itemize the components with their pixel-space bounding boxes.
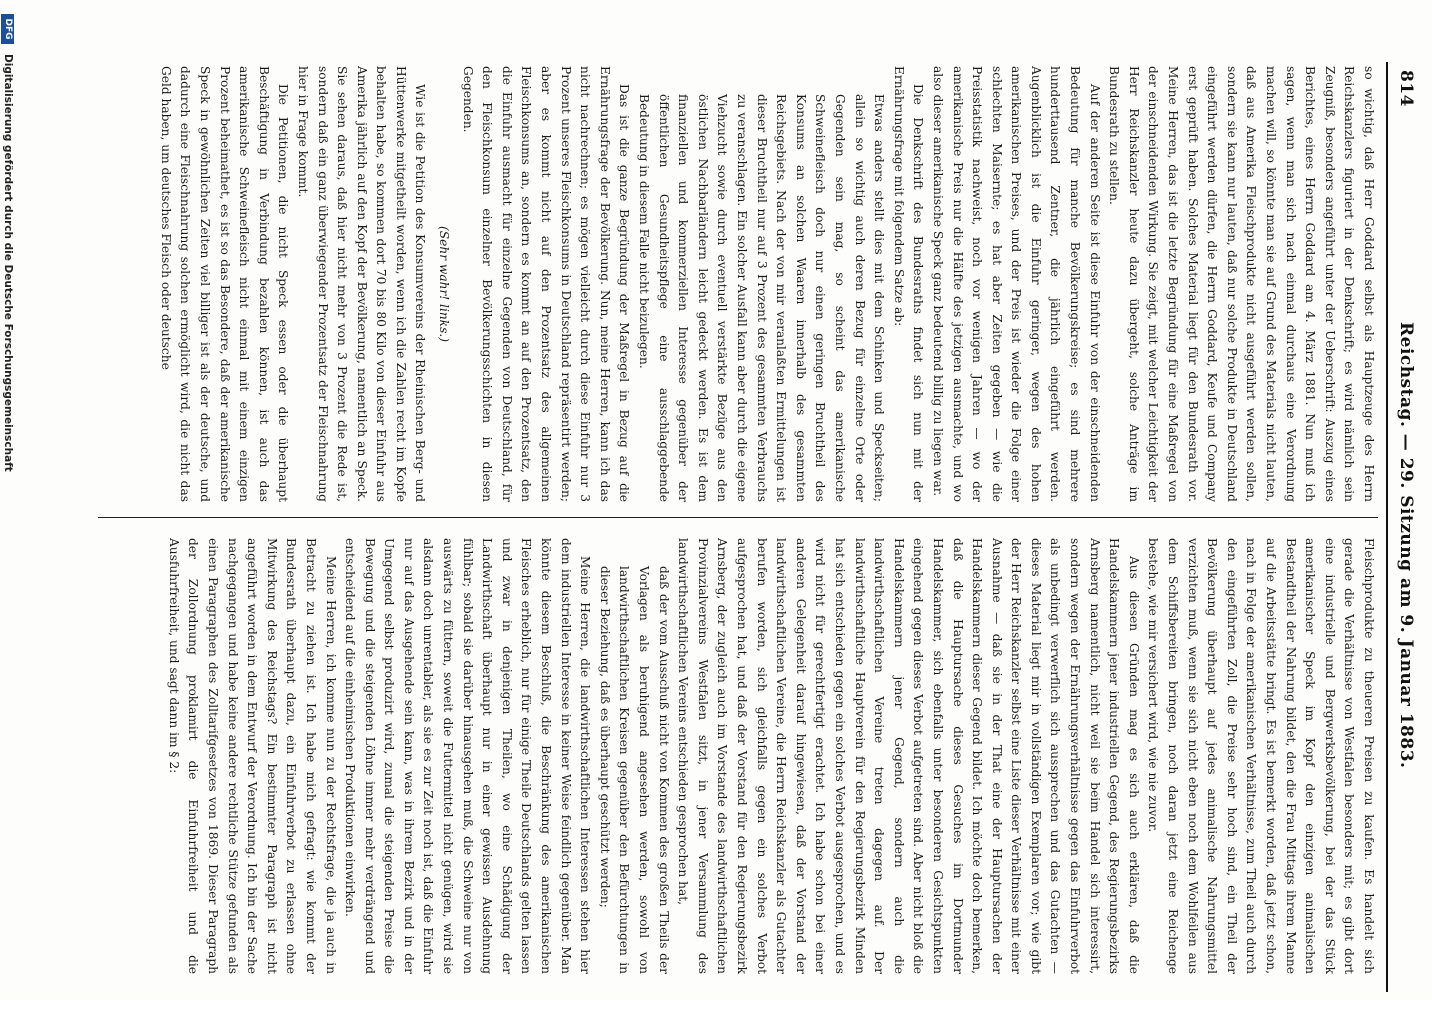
paragraph: Meine Herren, die landwirthschaftlichen Interessen stehen hier dem industriellen Interesse in keiner Weise feindlich gegenüber. Man könnte diesem Beschluß, die Beschränkung des amerikanischen Fleisches erheblich, nur für einige Theile Deutschlands gelten lassen und zwar in denjenigen Theilen, wo eine Schädigung der Landwirthschaft überhaupt nur in einer gewissen Ausdehnung fühlbar; sobald sie darüber hinausgehen muß, die Schweine nur von auswärts zu füttern, soweit die Futtermittel nicht genügen, wird sie alsdann doch unrentabler, als sie es zur Zeit noch ist, daß die Einfuhr nur auf das Ausgehende sein kann, was in ihrem Bezirk und in der Umgegend selbst produzirt wird, zumal die steigenden Preise die Bewegung und die steigenden Löhne immer mehr verdrängend und entscheidend auf die einheimischen Produktionen einwirken.: [343, 538, 593, 974]
paragraph: Fleischprodukte zu theueren Preisen zu kaufen. Es handelt sich gerade die Verhältnisse von Westfalen besonders mit; es gibt dort eine industrielle und Bergwerksbevölkerung, bei der das Stück amerikanischer Speck im Kopf den einzigen animalischen Bestandtheil der Nahrung bildet, den die Frau Mittags ihrem Manne auf die Arbeitsstätte bringt. Es ist bemerkt worden, daß jetzt schon, nach in Folge der amerikanischen Verhältnisse, zum Theil auch durch den eingeführten Zoll, die Preise sehr hoch sind, ein Theil der Bevölkerung überhaupt auf jedes animalische Nahrungsmittel verzichten muß, wenn sie sich nicht eben noch dem Wohlfeilen aus dem Schiffsbereiten bringen, noch daran jetzt eine Reichenge bestehe, wie mir versichert wird, wie nie zuvor.: [1146, 538, 1376, 974]
digitization-footer: [2, 0, 28, 1000]
right-column: [88, 538, 1378, 974]
header-rule: [1386, 62, 1388, 992]
paragraph: Aus diesen Gründen mag es sich auch erklären, daß die Handelskammern jener industriellen Gegend, des Regierungsbezirks Arnsberg namentlich, nicht weil sie beim Handel sich interessirt, sondern wegen der Ernährungsverhältnisse gegen das Einfuhrverbot als unbedingt verwerflich sich aussprechen und das Gutachten — dieses Material liegt mir in vollständigen Exemplaren vor; wie gibt der Herr Reichskanzler selbst eine Liste dieser Verhältnisse mit einer Ausnahme — daß sie in der That eine der Hauptursachen der Handelskammern dieser Gegend bildet. Ich möchte doch bemerken, daß die Hauptursache dieses Gesuches im Dortmunder Handelskammer, sich ebenfalls unter besonderen Gesichtspunkten eingehend gegen dieses Verbot aufgetreten sind. Aber nicht bloß die Handelskammern jener Gegend, sondern auch die landwirthschaftlichen Vereine treten dagegen auf. Der landwirthschaftliche Hauptverein für den Regierungsbezirk Minden hat sich entschieden gegen ein solches Verbot ausgesprochen, und es wird nicht für gerechtfertigt erachtet. Ich habe schon bei einer anderen Gelegenheit darauf hingewiesen, daß der Vorstand der landwirthschaftlichen Vereine, die Herrn Reichskanzler als Gutachter berufen worden, sich gleichfalls gegen ein solches Verbot aufgesprochen hat, und daß der Vorstand für den Regierungsbezirk Arnsberg, der zugleich auch im Vorstande des landwirthschaftlichen Provinzialvereins Westfalen sitzt, in jener Versammlung des landwirthschaftlichen Vereins entschieden gesprochen hat,: [676, 538, 1141, 974]
dfg-logo: DFG: [1, 14, 14, 44]
left-column: [88, 66, 1378, 502]
paragraph: Wie ist die Petition des Konsumvereins der Rheinischen Berg- und Hüttenwerke mitgetheilt worden, wenn ich die Zahlen recht im Kopfe behalten habe, so kommen dort 70 bis 80 Kilo von dieser Einfuhr aus Amerika jährlich auf den Kopf der Bevölkerung, namentlich an Speck. Sie sehen daraus, daß hier nicht mehr von 3 Prozent die Rede ist, sondern daß ein ganz überwiegender Prozentsatz der Fleischnahrung hier in Frage kommt.: [295, 66, 428, 502]
paragraph: Auf der anderen Seite ist diese Einfuhr von der einschneidenden Bedeutung für manche Bevölkerungskreise; es sind mehrere hunderttausend Zentner, die jährlich eingeführt werden. Augenblicklich ist die Einfuhr geringer, wegen des hohen amerikanischen Preises, und der Preis ist wieder die Folge einer schlechten Maisernte; es hat aber Zeiten gegeben — wie die Preisstatistik nachweist, noch vor wenigen Jahren — wo der amerikanische Preis nur die Hälfte des jetzigen ausmachte, und wo also dieser amerikanische Speck ganz bedeutend billig zu liegen war.: [930, 66, 1102, 502]
paragraph: Das ist die ganze Begründung der Maßregel in Bezug auf die Ernährungsfrage der Bevölkerung. Nun, meine Herren, kann ich das nicht nachrechnen; es mögen vielleicht durch diese Einfuhr nur 3 Prozent unseres Fleischkonsums in Deutschland repräsentirt werden; aber es kommt nicht auf den Prozentsatz des allgemeinen Fleischkonsums an, sondern es kommt an auf den Prozentsatz, den die Einfuhr ausmacht für einzelne Gegenden von Deutschland, für den Fleischkonsum einzelner Bevölkerungsschichten in diesen Gegenden.: [460, 66, 632, 502]
interjection: (Sehr wahr! links.): [437, 226, 452, 342]
footer-credit: Digitalisierung gefördert durch die Deutsche Forschungsgemeinschaft: [2, 54, 14, 472]
page-heading: Reichstag. — 29. Sitzung am 9. Januar 1883.: [1396, 322, 1416, 769]
page-header: [1392, 62, 1418, 992]
page-number: 814: [1396, 70, 1416, 107]
quoted-paragraph: Etwas anders stellt dies mit dem Schinken und Speckseiten; allein so wichtig auch deren Bezug für einzelne Orte oder Gegenden sein mag, so scheint das amerikanische Schweinefleisch doch nur einen geringen Bruchtheil des Konsums an solchen Waaren innerhalb des gesammten Reichsgebiets. Nach der von mir veranlaßten Ermittelungen ist dieser Bruchtheil nur auf 3 Prozent des gesammten Verbrauchs zu veranschlagen. Ein solcher Ausfall kann aber durch die eigene Viehzucht sowie durch eventuell verstärkte Bezüge aus den östlichen Nachbarländern leicht gedeckt werden. Es ist dem finanziellen und kommerziellen Interesse gegenüber der öffentlichen Gesundheitspflege eine ausschlaggebende Bedeutung in diesem Falle nicht beizulegen.: [637, 94, 887, 502]
rotated-page-content: [78, 62, 1418, 992]
paragraph: Die Petitionen, die nicht Speck essen oder die überhaupt Beschäftigung in Verbindung bezahlen können, ist auch das amerikanische Schweinefleisch nicht einmal mit einem einzigen Prozent beheimathet, es ist so das Besondere, daß der amerikanische Speck in gewöhnlichen Zeiten viel billiger ist als der deutsche, und dadurch eine Fleischnahrung solchen ermöglicht wird, die nicht das Geld haben, um deutsches Fleisch oder deutsche: [158, 66, 291, 502]
paragraph: Die Denkschrift des Bundesraths findet sich nun mit der Ernährungsfrage mit folgendem Satze ab:: [891, 66, 926, 502]
paragraph: so wichtig, daß Herr Goddard selbst als Hauptzeuge des Herrn Reichskanzlers figuriert in der Denkschrift; es wird nämlich sein Zeugniß, besonders angeführt unter der Ueberschrift: Auszug eines Berichtes, eines Herrn Goddard am 4. März 1881. Nun muß ich sagen, wenn man sich nach einmal durchaus eine Verordnung machen will, so könnte man sie auf Grund des Materials nicht lauten, daß aus Amerika Fleischprodukte nicht ausgeführt werden sollen, sondern sie kann nur lauten, daß nur solche Produkte in Deutschland eingeführt werden dürfen, die Herrn Goddard, Keufe und Company erst geprüft haben. Solches Material liegt für den Bundesrath vor. Meine Herren, das ist die letzte Begründung für eine Maßregel von der einschneidenden Wirkung. Sie zeigt, mit welcher Leichtigkeit der Herr Reichskanzler heute dazu übergeht, solche Anträge im Bundesrath zu stellen.: [1107, 66, 1376, 502]
paragraph: Meine Herren, ich komme nun zu der Rechtsfrage, die ja auch in Betracht zu ziehen ist. Ich habe mich gefragt: wie kommt der Bundesrath überhaupt dazu, ein Einfuhrverbot zu erlassen ohne Mitwirkung des Reichstags? Ein bestimmter Paragraph ist nicht angeführt worden in dem Entwurf der Verordnung. Ich bin der Sache nachgegangen und habe keine andere rechtliche Stütze gefunden als einen Paragraphen des Zolltarifgesetzes von 1869. Dieser Paragraph der Zollordnung proklamirt die Einfuhrfreiheit und die Ausfuhrfreiheit, und sagt dann im § 2:: [166, 538, 338, 974]
column-divider: [98, 517, 1378, 518]
quoted-paragraph: daß der vom Ausschuß nicht von Kommen des großen Theils der Vorlagen als beruhigend angesehen werden, sowohl von landwirthschaftlichen Kreisen gegenüber den Befürchtungen in dieser Beziehung, daß es überhaupt geschützt werden;: [597, 566, 671, 974]
